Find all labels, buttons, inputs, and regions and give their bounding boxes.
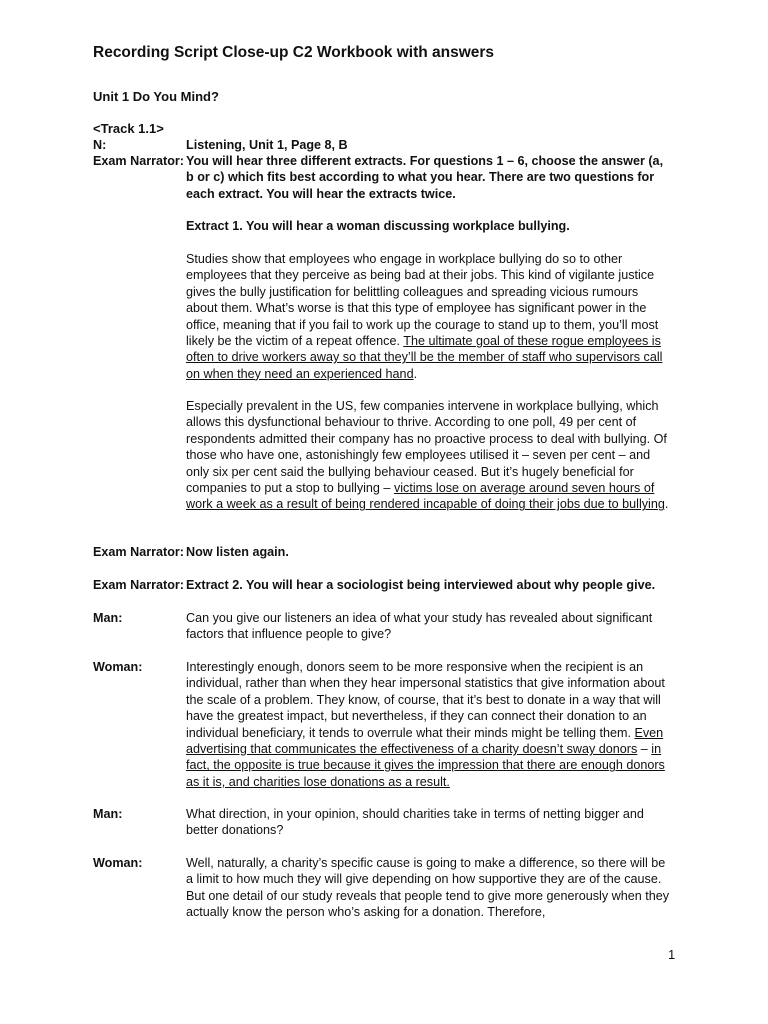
extract-1-paragraph-2: [93, 398, 673, 513]
script-line-narrator-1: [93, 153, 673, 202]
speaker-label: Man:: [93, 807, 123, 821]
extract-1-heading: Extract 1. You will hear a woman discussing workplace bullying.: [186, 219, 570, 233]
paragraph-text: [186, 398, 673, 513]
line-text: Listening, Unit 1, Page 8, B: [186, 138, 348, 152]
line-text: Extract 2. You will hear a sociologist being interviewed about why people give.: [186, 578, 656, 592]
document-title: Recording Script Close-up C2 Workbook with answers: [93, 44, 495, 61]
speaker-label: Exam Narrator:: [93, 545, 184, 559]
page-number: 1: [668, 947, 676, 962]
track-label: <Track 1.1>: [93, 121, 164, 136]
answer-underline: Even advertising that communicates the effectiveness of a charity doesn’t sway donors: [186, 725, 664, 757]
speaker-label: N:: [93, 138, 107, 152]
script-line-man-2: [93, 806, 673, 839]
answer-underline: victims lose on average around seven hours of work a week as a result of being rendered incapable of doing their jobs due to bullying: [186, 481, 665, 512]
line-text: You will hear three different extracts. For questions 1 – 6, choose the answer (a, b or c) which fits best according to what you hear. There are two questions for each extract. You will hear the extracts twice.: [186, 154, 664, 201]
script-line-narrator-3: [93, 577, 673, 593]
extract-1-paragraph-1: [93, 251, 673, 382]
line-text-plain: Interestingly enough, donors seem to be more responsive when the recipient is an individual, rather than when they hear impersonal statistics that give information about the scale of a problem. They know, of course, that it’s best to donate in a way that will have the greatest impact, but nevertheless, if they can connect their donation to an individual beneficiary, it tends to overrule what their minds might be telling them.: [186, 660, 665, 740]
script-line-woman-2: [93, 855, 673, 921]
paragraph-text-plain: Studies show that employees who engage in workplace bullying do so to other employees that they perceive as being bad at their jobs. This kind of vigilante justice gives the bully justification for belittling colleagues and spreading vicious rumours about them. What’s worse is that this type of employee has significant power in the office, meaning that if you fail to work up the courage to stand up to them, you’ll most likely be the victim of a repeat offence.: [186, 252, 659, 349]
paragraph-text-plain: Especially prevalent in the US, few companies intervene in workplace bullying, which allows this dysfunctional behaviour to thrive. According to one poll, 49 per cent of respondents admitted their company has no proactive process to deal with bullying. Of those who have one, astonishingly few employees utilised it – seven per cent – and only six per cent said the bullying behaviour ceased. But it’s hugely beneficial for companies to put a stop to bullying –: [186, 399, 667, 496]
line-text: Well, naturally, a charity’s specific cause is going to make a difference, so there will be a limit to how much they will give depending on how supportive they are of the cause. But one detail of our study reveals that people tend to give more generously when they actually know the person who’s asking for a donation. Therefore,: [186, 856, 670, 920]
line-text: What direction, in your opinion, should charities take in terms of netting bigger and better donations?: [186, 807, 644, 838]
unit-heading: Unit 1 Do You Mind?: [93, 89, 219, 104]
line-text: Can you give our listeners an idea of what your study has revealed about significant factors that influence people to give?: [186, 611, 653, 642]
paragraph-end: .: [413, 366, 418, 381]
paragraph-text: [186, 251, 673, 382]
speaker-label: Woman:: [93, 660, 143, 674]
script-line-woman-1: [93, 659, 673, 790]
extract-1-heading-row: [93, 218, 673, 234]
speaker-label: Exam Narrator:: [93, 154, 184, 168]
line-text: [186, 659, 673, 790]
script-line-narrator-2: [93, 544, 673, 560]
speaker-label: Man:: [93, 611, 123, 625]
line-text: Now listen again.: [186, 545, 289, 559]
speaker-label: Exam Narrator:: [93, 578, 184, 592]
answer-underline: The ultimate goal of these rogue employees is often to drive workers away so that they’ll be the member of staff who supervisors call on when they need an experienced hand: [186, 334, 663, 381]
script-line-n: [93, 137, 673, 153]
paragraph-end: .: [664, 497, 669, 512]
answer-underline: in fact, the opposite is true because it gives the impression that there are enough donors as it is, and charities lose donations as a result.: [186, 742, 665, 789]
dash: –: [637, 742, 652, 757]
speaker-label: Woman:: [93, 856, 143, 870]
script-line-man-1: [93, 610, 673, 643]
